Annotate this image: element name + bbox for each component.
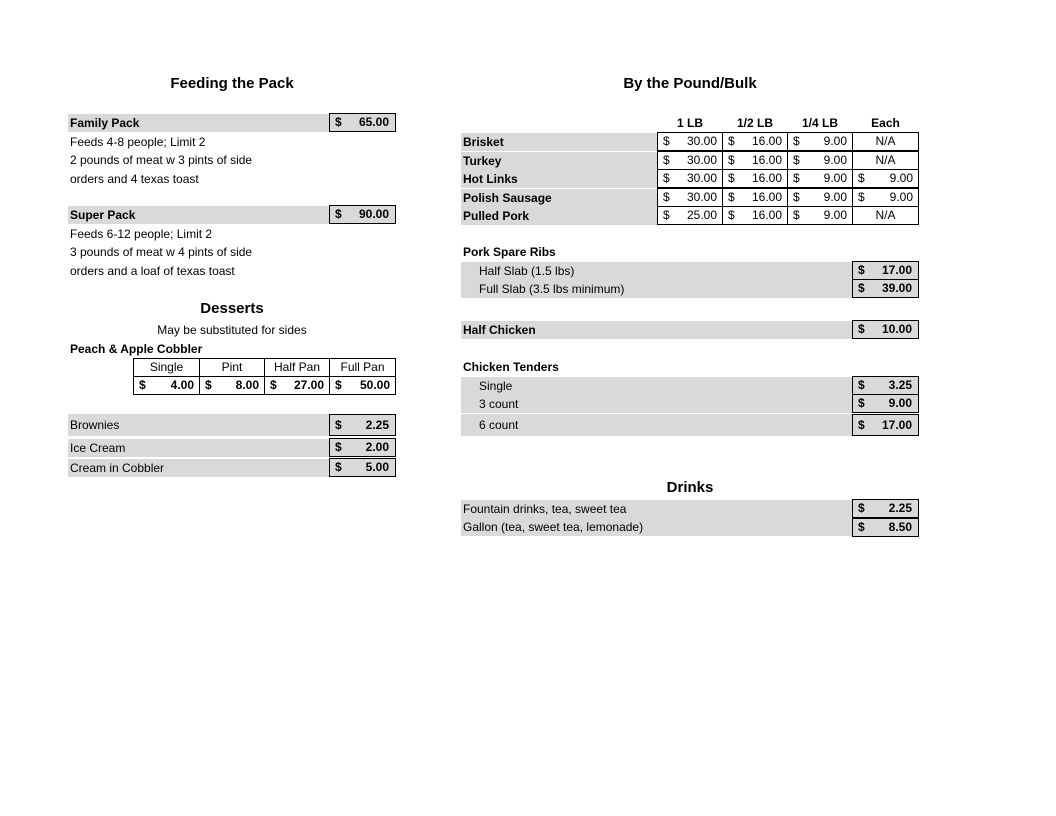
dessert-item-brownies: Brownies [68,414,332,436]
cobbler-header-pint: Pint [199,358,265,377]
drinks-price-fountain: $ 2.25 [852,499,919,518]
bulk-price-hot-links-1lb: $ 30.00 [657,169,723,188]
drinks-price-gallon: $ 8.50 [852,518,919,537]
bulk-price-turkey-quarter-lb: $ 9.00 [787,151,853,170]
dessert-item-ice-cream: Ice Cream [68,439,332,457]
bulk-price-hot-links-quarter-lb: $ 9.00 [787,169,853,188]
bulk-price-polish-sausage-1lb: $ 30.00 [657,188,723,207]
dessert-item-cream-in-cobbler: Cream in Cobbler [68,459,332,477]
bulk-price-brisket-each: N/A [852,132,919,151]
bulk-row-brisket: Brisket [461,133,657,151]
super-pack-price: $ 90.00 [329,205,396,224]
tenders-title: Chicken Tenders [463,360,559,374]
cobbler-header-single: Single [133,358,200,377]
ribs-title: Pork Spare Ribs [463,245,556,259]
bulk-price-pulled-pork-each: N/A [852,206,919,225]
dessert-price-ice-cream: $ 2.00 [329,438,396,457]
bulk-title: By the Pound/Bulk [623,75,757,92]
ribs-price-half-slab: $ 17.00 [852,261,919,280]
super-pack-desc-2: 3 pounds of meat w 4 pints of side [70,245,253,259]
tenders-price-6-count: $ 17.00 [852,414,919,436]
tenders-item-single: Single [461,377,855,395]
dessert-price-brownies: $ 2.25 [329,414,396,436]
tenders-item-6-count: 6 count [461,414,855,436]
bulk-header-1lb: 1 LB [676,116,703,130]
desserts-subtitle: May be substituted for sides [157,323,307,337]
family-pack-desc-1: Feeds 4-8 people; Limit 2 [70,135,206,149]
bulk-row-hot-links: Hot Links [461,170,657,188]
drinks-item-gallon: Gallon (tea, sweet tea, lemonade) [461,518,853,536]
bulk-price-brisket-half-lb: $ 16.00 [722,132,788,151]
drinks-title: Drinks [666,479,714,496]
ribs-price-full-slab: $ 39.00 [852,279,919,298]
bulk-header-each: Each [871,116,900,130]
family-pack-price: $ 65.00 [329,113,396,132]
bulk-price-polish-sausage-quarter-lb: $ 9.00 [787,188,853,207]
bulk-header-quarter-lb: 1/4 LB [801,116,838,130]
bulk-price-hot-links-half-lb: $ 16.00 [722,169,788,188]
super-pack-name: Super Pack [68,206,332,224]
tenders-price-single: $ 3.25 [852,376,919,395]
family-pack-desc-3: orders and 4 texas toast [70,172,199,186]
bulk-price-pulled-pork-quarter-lb: $ 9.00 [787,206,853,225]
ribs-item-half-slab: Half Slab (1.5 lbs) [461,262,855,280]
bulk-price-turkey-half-lb: $ 16.00 [722,151,788,170]
family-pack-desc-2: 2 pounds of meat w 3 pints of side [70,153,253,167]
family-pack-name: Family Pack [68,114,332,132]
drinks-item-fountain: Fountain drinks, tea, sweet tea [461,500,853,518]
half-chicken-price: $ 10.00 [852,320,919,339]
half-chicken-name: Half Chicken [461,321,855,339]
cobbler-name: Peach & Apple Cobbler [70,342,203,356]
tenders-price-3-count: $ 9.00 [852,394,919,413]
cobbler-header-full-pan: Full Pan [329,358,396,377]
bulk-row-polish-sausage: Polish Sausage [461,189,657,207]
bulk-row-turkey: Turkey [461,152,657,170]
dessert-price-cream-in-cobbler: $ 5.00 [329,458,396,477]
cobbler-price-half-pan: $ 27.00 [264,376,330,395]
bulk-price-pulled-pork-1lb: $ 25.00 [657,206,723,225]
cobbler-price-single: $ 4.00 [133,376,200,395]
cobbler-price-pint: $ 8.00 [199,376,265,395]
tenders-item-3-count: 3 count [461,395,855,413]
ribs-item-full-slab: Full Slab (3.5 lbs minimum) [461,280,855,298]
bulk-price-hot-links-each: $ 9.00 [852,169,919,188]
bulk-price-polish-sausage-each: $ 9.00 [852,188,919,207]
super-pack-desc-3: orders and a loaf of texas toast [70,264,235,278]
bulk-price-polish-sausage-half-lb: $ 16.00 [722,188,788,207]
feeding-title: Feeding the Pack [170,75,294,92]
bulk-price-brisket-quarter-lb: $ 9.00 [787,132,853,151]
cobbler-header-half-pan: Half Pan [264,358,330,377]
bulk-header-half-lb: 1/2 LB [736,116,773,130]
bulk-price-brisket-1lb: $ 30.00 [657,132,723,151]
super-pack-desc-1: Feeds 6-12 people; Limit 2 [70,227,213,241]
desserts-title: Desserts [200,300,264,317]
bulk-row-pulled-pork: Pulled Pork [461,207,657,225]
bulk-price-pulled-pork-half-lb: $ 16.00 [722,206,788,225]
bulk-price-turkey-each: N/A [852,151,919,170]
cobbler-price-full-pan: $ 50.00 [329,376,396,395]
bulk-price-turkey-1lb: $ 30.00 [657,151,723,170]
